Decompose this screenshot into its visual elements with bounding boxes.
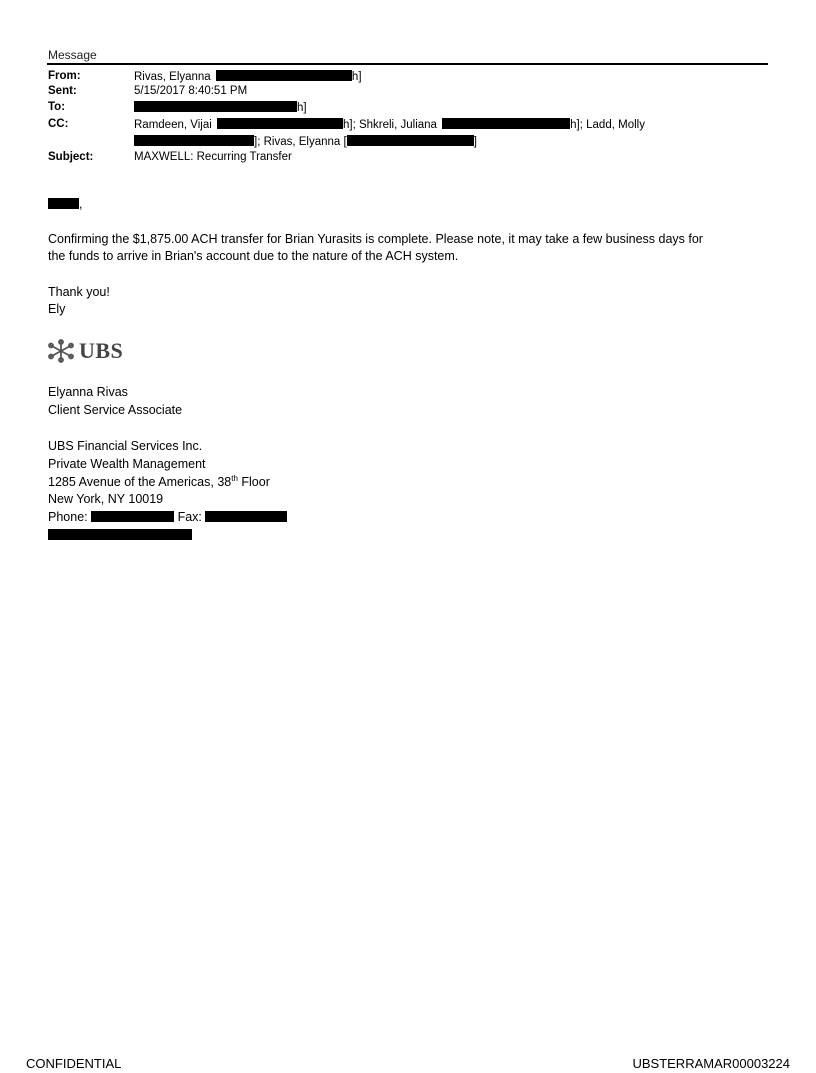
redaction-bar — [216, 70, 352, 81]
subject-value: MAXWELL: Recurring Transfer — [134, 151, 292, 163]
signature-title: Client Service Associate — [48, 403, 183, 417]
redaction-bar — [217, 118, 343, 129]
header-divider — [47, 63, 768, 65]
sign-off: Ely — [48, 302, 66, 316]
redaction-bar — [205, 511, 287, 522]
greeting: , — [48, 196, 82, 213]
to-value: h] — [134, 101, 307, 115]
redaction-bar — [442, 118, 570, 129]
cc-value: Ramdeen, Vijai h]; Shkreli, Juliana h]; Ladd, Molly — [134, 119, 645, 131]
sent-label: Sent: — [48, 85, 77, 97]
redaction-bar — [134, 101, 297, 112]
message-label: Message — [48, 48, 97, 62]
ubs-logo-text: UBS — [79, 338, 124, 363]
cc-value-continued: ]; Rivas, Elyanna [ ] — [134, 135, 477, 149]
thanks-text: Thank you! — [48, 285, 110, 299]
signature-address: 1285 Avenue of the Americas, 38th Floor — [48, 473, 270, 489]
signature-name: Elyanna Rivas — [48, 385, 128, 399]
redaction-bar — [48, 198, 79, 209]
from-label: From: — [48, 70, 81, 82]
redaction-bar — [91, 511, 174, 522]
signature-city: New York, NY 10019 — [48, 492, 164, 506]
ubs-keys-icon — [47, 339, 75, 363]
message-body-line-2: the funds to arrive in Brian's account due to the nature of the ACH system. — [48, 249, 459, 263]
redaction-bar — [48, 529, 192, 540]
footer-confidential: CONFIDENTIAL — [26, 1056, 122, 1071]
cc-label: CC: — [48, 118, 69, 130]
sent-value: 5/15/2017 8:40:51 PM — [134, 85, 248, 97]
signature-phone-fax: Phone: Fax: — [48, 509, 287, 526]
ubs-logo — [47, 338, 123, 364]
to-label: To: — [48, 101, 66, 113]
redaction-bar — [347, 135, 474, 146]
footer-bates-number: UBSTERRAMAR00003224 — [632, 1056, 790, 1071]
redaction-bar — [134, 135, 254, 146]
signature-email — [48, 527, 192, 544]
from-value: Rivas, Elyanna h] — [134, 71, 362, 83]
subject-label: Subject: — [48, 151, 94, 163]
signature-company: UBS Financial Services Inc. — [48, 439, 203, 453]
message-body-line-1: Confirming the $1,875.00 ACH transfer for Brian Yurasits is complete. Please note, it may take a few business days for — [48, 232, 703, 246]
signature-division: Private Wealth Management — [48, 457, 206, 471]
